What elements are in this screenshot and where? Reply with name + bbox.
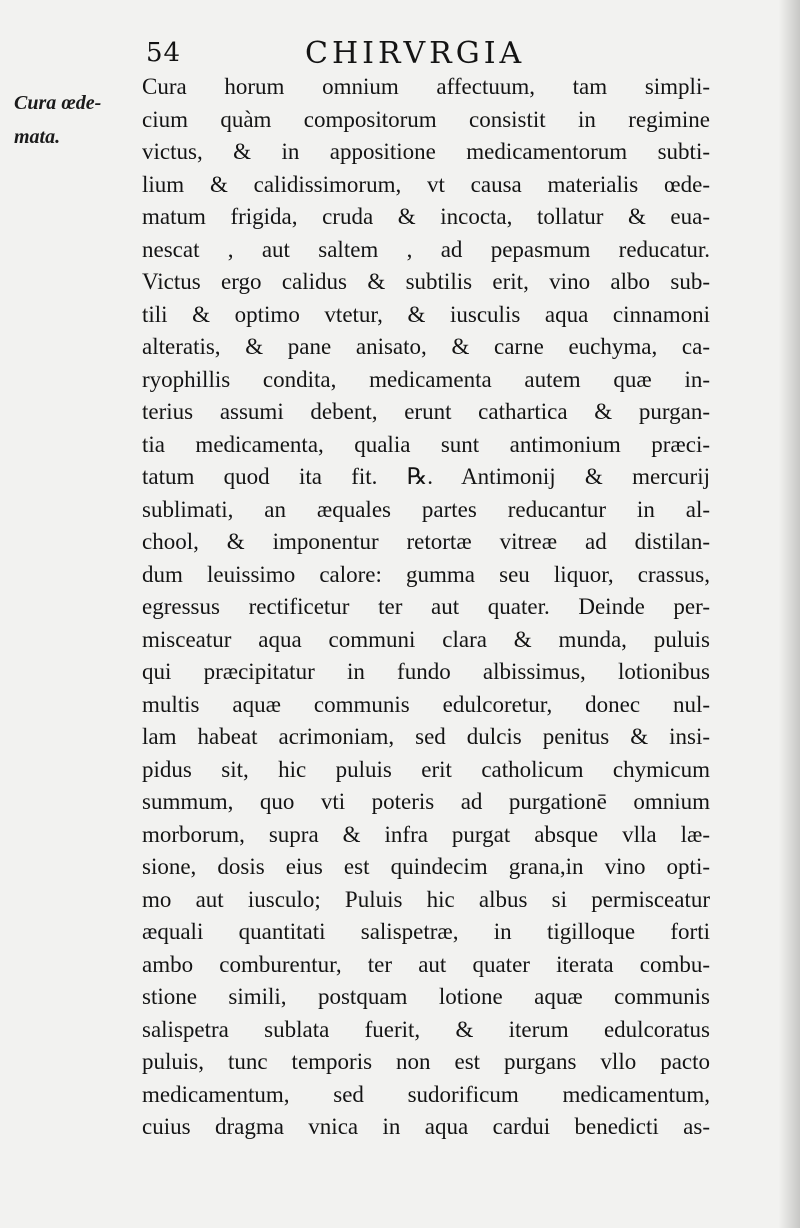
text-line: multis aquæ communis edulcoretur, donec nul- xyxy=(142,691,710,717)
text-line: Cura horum omnium affectuum, tam simpli- xyxy=(142,74,710,99)
marginal-note xyxy=(14,86,144,154)
text-line: misceatur aqua communi clara & munda, puluis xyxy=(142,626,710,652)
text-line: tia medicamenta, qualia sunt antimonium præci- xyxy=(142,431,710,457)
text-line: stione simili, postquam lotione aquæ communis xyxy=(142,984,710,1009)
text-line: dum leuissimo calore: gumma seu liquor, crassus, xyxy=(142,561,710,587)
text-line: puluis, tunc temporis non est purgans vllo pacto xyxy=(142,1049,710,1074)
text-line: sione, dosis eius est quindecim grana,in vino opti- xyxy=(142,854,710,879)
text-line: alteratis, & pane anisato, & carne euchyma, ca- xyxy=(142,334,710,359)
text-line: cium quàm compositorum consistit in regimine xyxy=(142,106,710,132)
text-line: Victus ergo calidus & subtilis erit, vino albo sub- xyxy=(142,269,710,294)
text-line: victus, & in appositione medicamentorum subti- xyxy=(142,139,710,164)
page-number: 54 xyxy=(146,38,182,68)
text-line: summum, quo vti poteris ad purgationē omnium xyxy=(142,789,710,814)
text-line: egressus rectificetur ter aut quater. Deinde per- xyxy=(142,594,710,619)
marginal-note-line: Cura œde- xyxy=(14,92,102,114)
text-line: qui præcipitatur in fundo albissimus, lotionibus xyxy=(142,659,710,684)
text-line: sublimati, an æquales partes reducantur in al- xyxy=(142,496,710,522)
page-header xyxy=(140,30,700,70)
text-line: salispetra sublata fuerit, & iterum edulcoratus xyxy=(142,1016,710,1042)
text-line: pidus sit, hic puluis erit catholicum chymicum xyxy=(142,756,710,782)
text-line: medicamentum, sed sudorificum medicamentum, xyxy=(142,1081,710,1107)
text-line: ryophillis condita, medicamenta autem quæ in- xyxy=(142,366,710,392)
text-line: chool, & imponentur retortæ vitreæ ad distilan- xyxy=(142,529,710,554)
text-line: cuius dragma vnica in aqua cardui benedicti as- xyxy=(142,1114,710,1139)
text-line: tili & optimo vtetur, & iusculis aqua cinnamoni xyxy=(142,301,710,327)
text-line: matum frigida, cruda & incocta, tollatur & eua- xyxy=(142,204,710,229)
text-line: æquali quantitati salispetræ, in tigilloque forti xyxy=(142,919,710,944)
text-line: nescat , aut saltem , ad pepasmum reducatur. xyxy=(142,236,710,262)
text-line: tatum quod ita fit. ℞. Antimonij & mercurij xyxy=(142,464,710,489)
body-text xyxy=(142,71,710,1144)
text-line: mo aut iusculo; Puluis hic albus si permisceatur xyxy=(142,886,710,912)
text-line: lam habeat acrimoniam, sed dulcis penitus & insi- xyxy=(142,724,710,749)
text-line: terius assumi debent, erunt cathartica & purgan- xyxy=(142,399,710,424)
text-line: ambo comburentur, ter aut quater iterata combu- xyxy=(142,951,710,977)
page-edge-shadow xyxy=(778,0,800,1228)
text-line: morborum, supra & infra purgat absque vlla læ- xyxy=(142,821,710,847)
text-line: lium & calidissimorum, vt causa materialis œde- xyxy=(142,171,710,197)
running-head: CHIRVRGIA xyxy=(305,36,526,71)
marginal-note-line: mata. xyxy=(14,126,61,148)
